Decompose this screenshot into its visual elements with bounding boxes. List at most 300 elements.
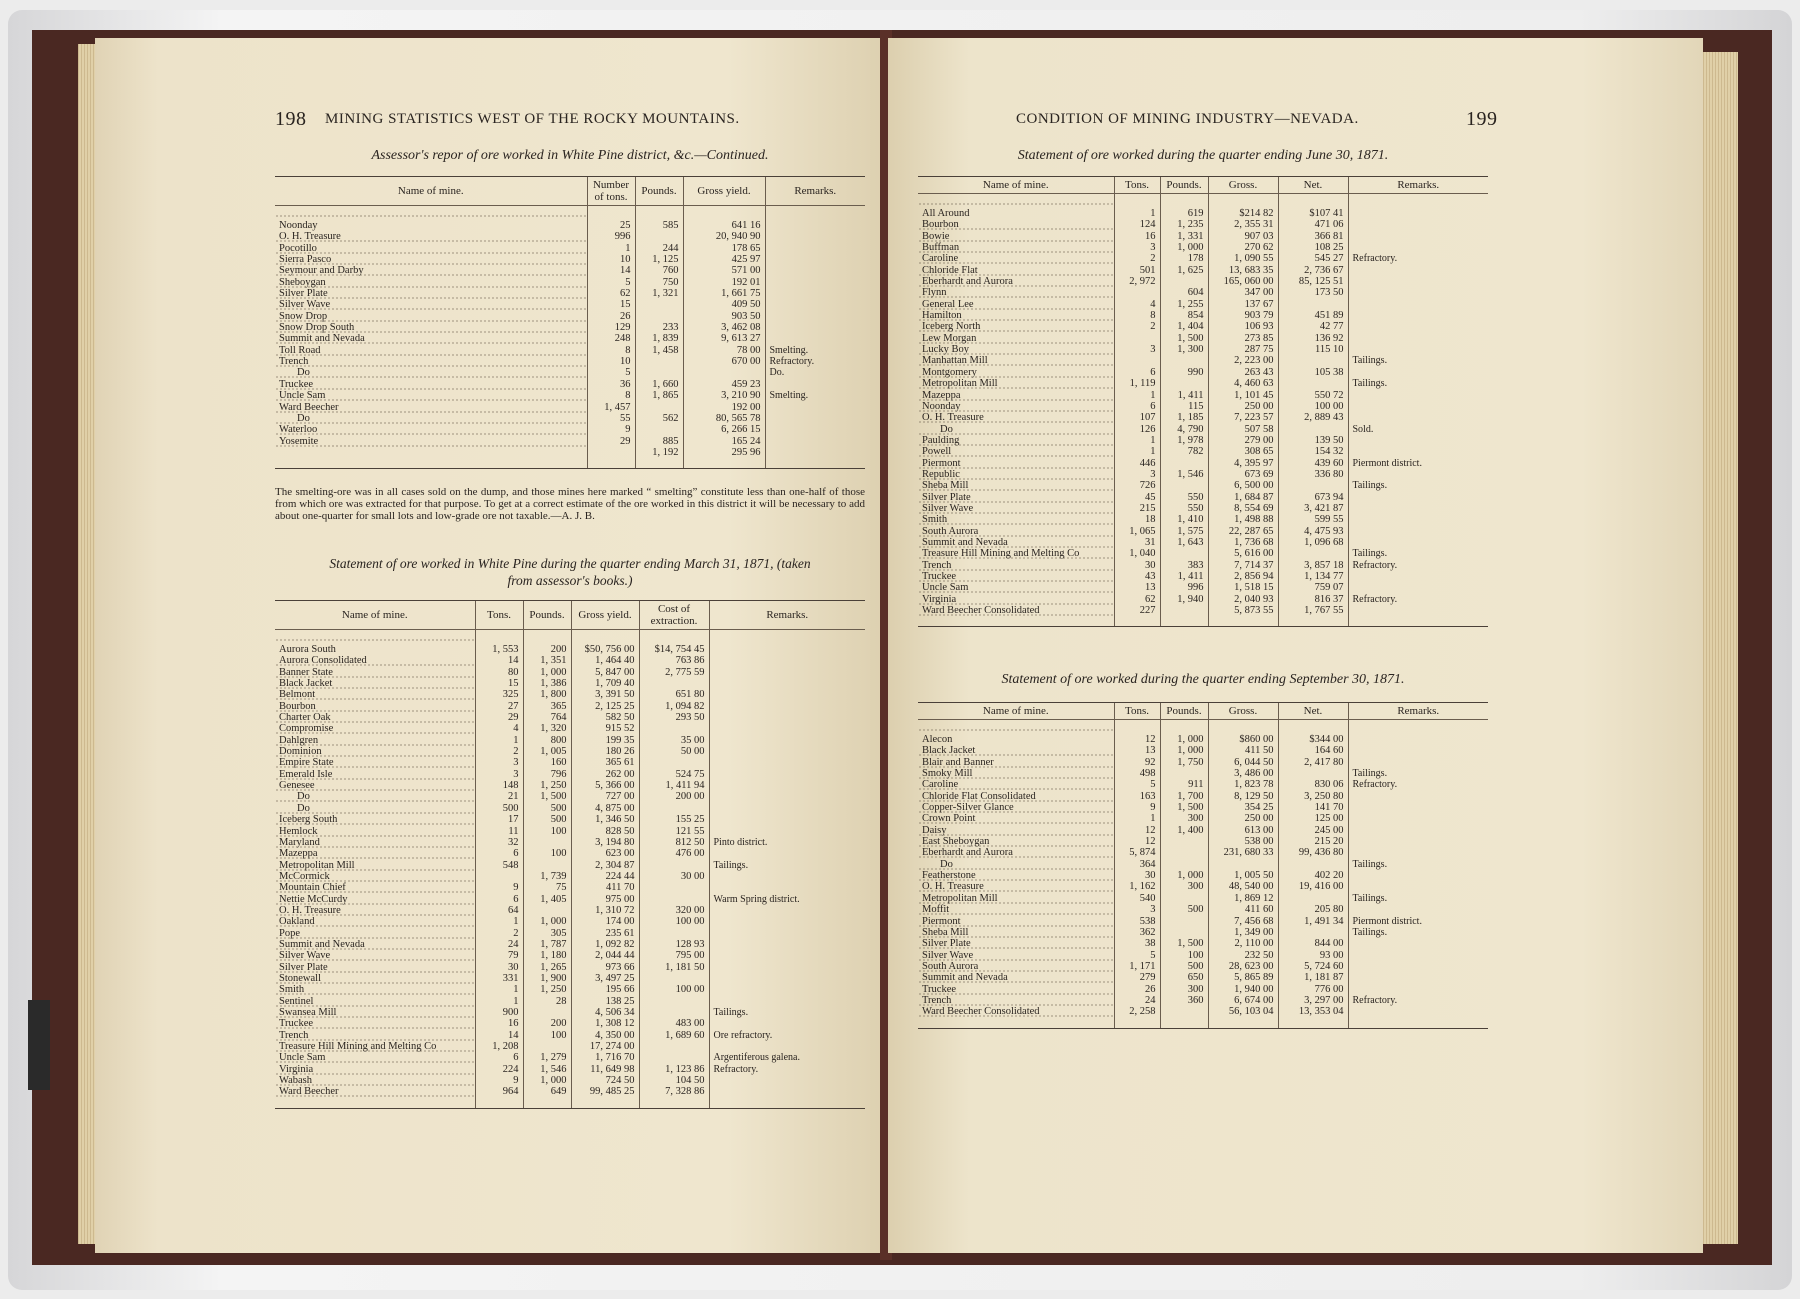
value-cell: 501 bbox=[1114, 265, 1160, 276]
value-cell: 43 bbox=[1114, 571, 1160, 582]
value-cell bbox=[1160, 480, 1208, 491]
value-cell: $14, 754 45 bbox=[639, 630, 709, 656]
value-cell: 6, 500 00 bbox=[1208, 480, 1278, 491]
value-cell: 362 bbox=[1114, 927, 1160, 938]
value-cell: 550 bbox=[1160, 492, 1208, 503]
column-header: Number of tons. bbox=[587, 177, 635, 206]
value-cell: 6, 266 15 bbox=[683, 424, 765, 435]
value-cell: 85, 125 51 bbox=[1278, 276, 1348, 287]
value-cell: 14 bbox=[475, 655, 523, 666]
value-cell: 231, 680 33 bbox=[1208, 847, 1278, 858]
remarks-cell bbox=[1348, 194, 1488, 220]
remarks-cell: Pinto district. bbox=[709, 837, 865, 848]
value-cell: 1, 736 68 bbox=[1208, 537, 1278, 548]
table-row bbox=[275, 882, 865, 893]
value-cell: 224 44 bbox=[571, 871, 639, 882]
value-cell: 5, 366 00 bbox=[571, 780, 639, 791]
remarks-cell bbox=[1348, 802, 1488, 813]
table-row bbox=[275, 769, 865, 780]
value-cell: 30 bbox=[475, 962, 523, 973]
value-cell: 1, 320 bbox=[523, 723, 571, 734]
table-row bbox=[275, 667, 865, 678]
value-cell: 451 89 bbox=[1278, 310, 1348, 321]
value-cell: 28, 623 00 bbox=[1208, 961, 1278, 972]
value-cell: 1, 181 50 bbox=[639, 962, 709, 973]
value-cell: 3, 421 87 bbox=[1278, 503, 1348, 514]
value-cell bbox=[635, 402, 683, 413]
remarks-cell: Tailings. bbox=[1348, 927, 1488, 938]
value-cell: 1, 000 bbox=[1160, 870, 1208, 881]
value-cell: 295 96 bbox=[683, 447, 765, 469]
value-cell bbox=[639, 1041, 709, 1052]
value-cell: 99, 485 25 bbox=[571, 1086, 639, 1108]
value-cell: 200 00 bbox=[639, 791, 709, 802]
column-header: Gross yield. bbox=[683, 177, 765, 206]
value-cell: 915 52 bbox=[571, 723, 639, 734]
remarks-cell bbox=[709, 769, 865, 780]
value-cell: 56, 103 04 bbox=[1208, 1006, 1278, 1028]
value-cell: $50, 756 00 bbox=[571, 630, 639, 656]
remarks-cell bbox=[1348, 446, 1488, 457]
mine-name-cell: Moffit bbox=[918, 904, 1114, 915]
mine-name-cell: Paulding bbox=[918, 435, 1114, 446]
value-cell: 1, 279 bbox=[523, 1052, 571, 1063]
mine-name-cell: Manhattan Mill bbox=[918, 355, 1114, 366]
value-cell: 500 bbox=[1160, 961, 1208, 972]
remarks-cell bbox=[1348, 745, 1488, 756]
mine-name-cell: Aurora Consolidated bbox=[275, 655, 475, 666]
remarks-cell bbox=[1348, 813, 1488, 824]
value-cell: 1, 250 bbox=[523, 780, 571, 791]
value-cell: 126 bbox=[1114, 424, 1160, 435]
table-row bbox=[918, 720, 1488, 746]
remarks-cell bbox=[709, 630, 865, 656]
value-cell: 128 93 bbox=[639, 939, 709, 950]
mine-name-cell: East Sheboygan bbox=[918, 836, 1114, 847]
value-cell: $860 00 bbox=[1208, 720, 1278, 746]
mine-name-cell: Treasure Hill Mining and Melting Co bbox=[275, 1041, 475, 1052]
value-cell: 92 bbox=[1114, 757, 1160, 768]
value-cell: 4 bbox=[1114, 299, 1160, 310]
value-cell: 10 bbox=[587, 356, 635, 367]
value-cell: 1, 171 bbox=[1114, 961, 1160, 972]
column-header: Remarks. bbox=[1348, 703, 1488, 720]
value-cell: 7, 714 37 bbox=[1208, 560, 1278, 571]
value-cell: 1, 940 bbox=[1160, 594, 1208, 605]
table-row bbox=[275, 1052, 865, 1063]
value-cell: 3 bbox=[475, 769, 523, 780]
remarks-cell bbox=[765, 299, 865, 310]
value-cell: 750 bbox=[635, 277, 683, 288]
mine-name-cell: Iceberg North bbox=[918, 321, 1114, 332]
value-cell: 1 bbox=[1114, 194, 1160, 220]
remarks-cell bbox=[709, 826, 865, 837]
table-row bbox=[275, 1018, 865, 1029]
remarks-cell bbox=[709, 814, 865, 825]
value-cell: 1, 787 bbox=[523, 939, 571, 950]
mine-name-cell: Dominion bbox=[275, 746, 475, 757]
table-row bbox=[275, 814, 865, 825]
value-cell: 7, 223 57 bbox=[1208, 412, 1278, 423]
remarks-cell bbox=[709, 712, 865, 723]
value-cell: 9 bbox=[1114, 802, 1160, 813]
value-cell: 139 50 bbox=[1278, 435, 1348, 446]
value-cell bbox=[1278, 768, 1348, 779]
value-cell bbox=[1160, 927, 1208, 938]
value-cell: 2, 304 87 bbox=[571, 860, 639, 871]
remarks-cell: Refractory. bbox=[709, 1064, 865, 1075]
remarks-cell: Tailings. bbox=[1348, 859, 1488, 870]
value-cell bbox=[1278, 548, 1348, 559]
value-cell: 1, 978 bbox=[1160, 435, 1208, 446]
table-row bbox=[918, 548, 1488, 559]
value-cell: 1, 405 bbox=[523, 894, 571, 905]
mine-name-cell: Lew Morgan bbox=[918, 333, 1114, 344]
remarks-cell bbox=[1348, 492, 1488, 503]
table-row bbox=[918, 847, 1488, 858]
value-cell: 1 bbox=[1114, 813, 1160, 824]
value-cell: 1, 134 77 bbox=[1278, 571, 1348, 582]
value-cell: 524 75 bbox=[639, 769, 709, 780]
table-row bbox=[918, 836, 1488, 847]
mine-name-cell: Charter Oak bbox=[275, 712, 475, 723]
remarks-cell: Tailings. bbox=[1348, 480, 1488, 491]
table-row bbox=[275, 630, 865, 656]
value-cell: $344 00 bbox=[1278, 720, 1348, 746]
value-cell: 28 bbox=[523, 996, 571, 1007]
mine-name-cell: Truckee bbox=[918, 571, 1114, 582]
value-cell: 6, 044 50 bbox=[1208, 757, 1278, 768]
value-cell: 5 bbox=[587, 277, 635, 288]
table-row bbox=[275, 871, 865, 882]
value-cell bbox=[1160, 916, 1208, 927]
value-cell: 129 bbox=[587, 322, 635, 333]
value-cell: 5, 616 00 bbox=[1208, 548, 1278, 559]
value-cell: 14 bbox=[587, 265, 635, 276]
value-cell: 8, 129 50 bbox=[1208, 791, 1278, 802]
value-cell: 5, 873 55 bbox=[1208, 605, 1278, 627]
table-row bbox=[275, 1086, 865, 1108]
mine-name-cell: Summit and Nevada bbox=[275, 333, 587, 344]
mine-name-cell: Waterloo bbox=[275, 424, 587, 435]
remarks-cell: Smelting. bbox=[765, 390, 865, 401]
mine-name-cell: Sheba Mill bbox=[918, 480, 1114, 491]
remarks-cell: Refractory. bbox=[1348, 995, 1488, 1006]
remarks-cell bbox=[1348, 435, 1488, 446]
mine-name-cell: Truckee bbox=[918, 984, 1114, 995]
table-row bbox=[275, 746, 865, 757]
value-cell: 3, 250 80 bbox=[1278, 791, 1348, 802]
table-row bbox=[275, 447, 865, 469]
table-row bbox=[918, 242, 1488, 253]
value-cell: 411 50 bbox=[1208, 745, 1278, 756]
mine-name-cell: Summit and Nevada bbox=[275, 939, 475, 950]
value-cell: 1, 000 bbox=[523, 1075, 571, 1086]
value-cell: 990 bbox=[1160, 367, 1208, 378]
remarks-cell bbox=[709, 678, 865, 689]
value-cell bbox=[639, 1052, 709, 1063]
mine-name-cell: Ward Beecher Consolidated bbox=[918, 1006, 1114, 1028]
value-cell: 27 bbox=[475, 701, 523, 712]
mine-name-cell: Mazeppa bbox=[275, 848, 475, 859]
value-cell: 830 06 bbox=[1278, 779, 1348, 790]
remarks-cell: Ore refractory. bbox=[709, 1030, 865, 1041]
value-cell: 500 bbox=[475, 803, 523, 814]
column-header: Gross. bbox=[1208, 703, 1278, 720]
table-row bbox=[275, 712, 865, 723]
table-row bbox=[918, 825, 1488, 836]
value-cell bbox=[1160, 847, 1208, 858]
value-cell: 107 bbox=[1114, 412, 1160, 423]
value-cell: 613 00 bbox=[1208, 825, 1278, 836]
table-row bbox=[275, 826, 865, 837]
mine-name-cell: Uncle Sam bbox=[275, 1052, 475, 1063]
remarks-cell: Refractory. bbox=[1348, 594, 1488, 605]
table-row bbox=[918, 916, 1488, 927]
value-cell bbox=[1114, 333, 1160, 344]
value-cell: 1, 500 bbox=[1160, 333, 1208, 344]
value-cell: 16 bbox=[1114, 231, 1160, 242]
value-cell: 55 bbox=[587, 413, 635, 424]
value-cell bbox=[683, 367, 765, 378]
mine-name-cell: Lucky Boy bbox=[918, 344, 1114, 355]
remarks-cell bbox=[765, 288, 865, 299]
ore-table-white-pine bbox=[275, 176, 865, 469]
mine-name-cell: Do bbox=[275, 791, 475, 802]
value-cell bbox=[1160, 378, 1208, 389]
mine-name-cell: Belmont bbox=[275, 689, 475, 700]
table-row bbox=[918, 560, 1488, 571]
value-cell: 305 bbox=[523, 928, 571, 939]
value-cell: 550 72 bbox=[1278, 390, 1348, 401]
column-header: Cost of extraction. bbox=[639, 601, 709, 630]
table-row bbox=[275, 424, 865, 435]
table-row bbox=[275, 723, 865, 734]
mine-name-cell: Banner State bbox=[275, 667, 475, 678]
value-cell: 483 00 bbox=[639, 1018, 709, 1029]
value-cell: 300 bbox=[1160, 984, 1208, 995]
mine-name-cell: Compromise bbox=[275, 723, 475, 734]
value-cell: 1, 411 bbox=[1160, 571, 1208, 582]
value-cell: 1 bbox=[587, 243, 635, 254]
mine-name-cell: Genesee bbox=[275, 780, 475, 791]
value-cell: 498 bbox=[1114, 768, 1160, 779]
value-cell: 1, 739 bbox=[523, 871, 571, 882]
remarks-cell: Warm Spring district. bbox=[709, 894, 865, 905]
mine-name-cell: Ward Beecher Consolidated bbox=[918, 605, 1114, 627]
column-header: Tons. bbox=[1114, 177, 1160, 194]
value-cell: 24 bbox=[1114, 995, 1160, 1006]
table-row bbox=[275, 206, 865, 232]
value-cell: 1, 123 86 bbox=[639, 1064, 709, 1075]
value-cell: 21 bbox=[475, 791, 523, 802]
value-cell: 17 bbox=[475, 814, 523, 825]
value-cell: 320 00 bbox=[639, 905, 709, 916]
table-row bbox=[275, 928, 865, 939]
table-row bbox=[275, 1007, 865, 1018]
value-cell: 115 10 bbox=[1278, 344, 1348, 355]
table-row bbox=[918, 390, 1488, 401]
value-cell: 964 bbox=[475, 1086, 523, 1108]
value-cell: 3, 391 50 bbox=[571, 689, 639, 700]
table-row bbox=[918, 310, 1488, 321]
value-cell: 1, 090 55 bbox=[1208, 253, 1278, 264]
remarks-cell bbox=[709, 950, 865, 961]
remarks-cell bbox=[709, 928, 865, 939]
value-cell bbox=[1278, 299, 1348, 310]
mine-name-cell bbox=[275, 447, 587, 469]
column-header: Tons. bbox=[1114, 703, 1160, 720]
value-cell: 62 bbox=[587, 288, 635, 299]
remarks-cell: Tailings. bbox=[709, 860, 865, 871]
value-cell bbox=[1160, 458, 1208, 469]
remarks-cell bbox=[1348, 870, 1488, 881]
table-row bbox=[918, 972, 1488, 983]
value-cell: 507 58 bbox=[1208, 424, 1278, 435]
value-cell: 1, 250 bbox=[523, 984, 571, 995]
remarks-cell bbox=[1348, 757, 1488, 768]
value-cell bbox=[475, 871, 523, 882]
value-cell: 10 bbox=[587, 254, 635, 265]
value-cell: 4, 790 bbox=[1160, 424, 1208, 435]
table-row bbox=[918, 904, 1488, 915]
value-cell: 1, 411 bbox=[1160, 390, 1208, 401]
value-cell: 100 bbox=[1160, 950, 1208, 961]
value-cell: 154 32 bbox=[1278, 446, 1348, 457]
mine-name-cell: Featherstone bbox=[918, 870, 1114, 881]
value-cell: 1, 660 bbox=[635, 379, 683, 390]
value-cell bbox=[639, 860, 709, 871]
value-cell: 11, 649 98 bbox=[571, 1064, 639, 1075]
value-cell: 903 79 bbox=[1208, 310, 1278, 321]
mine-name-cell: Silver Wave bbox=[918, 503, 1114, 514]
value-cell: 1, 865 bbox=[635, 390, 683, 401]
value-cell: 45 bbox=[1114, 492, 1160, 503]
value-cell: 273 85 bbox=[1208, 333, 1278, 344]
value-cell: 1, 500 bbox=[1160, 938, 1208, 949]
mine-name-cell: Silver Plate bbox=[918, 938, 1114, 949]
value-cell: 911 bbox=[1160, 779, 1208, 790]
value-cell: 232 50 bbox=[1208, 950, 1278, 961]
remarks-cell bbox=[765, 402, 865, 413]
value-cell bbox=[1278, 378, 1348, 389]
value-cell: 2, 223 00 bbox=[1208, 355, 1278, 366]
value-cell bbox=[1208, 859, 1278, 870]
value-cell: 250 00 bbox=[1208, 401, 1278, 412]
value-cell: 1, 546 bbox=[1160, 469, 1208, 480]
mine-name-cell: Metropolitan Mill bbox=[918, 378, 1114, 389]
remarks-cell bbox=[709, 803, 865, 814]
table-row bbox=[275, 254, 865, 265]
mine-name-cell: O. H. Treasure bbox=[275, 905, 475, 916]
table-row bbox=[918, 927, 1488, 938]
column-header: Remarks. bbox=[709, 601, 865, 630]
value-cell: 30 bbox=[1114, 870, 1160, 881]
value-cell: 165, 060 00 bbox=[1208, 276, 1278, 287]
mine-name-cell: Metropolitan Mill bbox=[275, 860, 475, 871]
table-row bbox=[275, 757, 865, 768]
value-cell: 1, 180 bbox=[523, 950, 571, 961]
mine-name-cell: Uncle Sam bbox=[918, 582, 1114, 593]
value-cell: 1, 331 bbox=[1160, 231, 1208, 242]
value-cell: 562 bbox=[635, 413, 683, 424]
value-cell bbox=[639, 894, 709, 905]
remarks-cell bbox=[1348, 825, 1488, 836]
value-cell: 476 00 bbox=[639, 848, 709, 859]
value-cell: 174 00 bbox=[571, 916, 639, 927]
remarks-cell: Piermont district. bbox=[1348, 916, 1488, 927]
value-cell: 795 00 bbox=[639, 950, 709, 961]
value-cell: 13 bbox=[1114, 745, 1160, 756]
value-cell: 99, 436 80 bbox=[1278, 847, 1348, 858]
mine-name-cell: Bourbon bbox=[275, 701, 475, 712]
remarks-cell bbox=[1348, 881, 1488, 892]
value-cell: 36 bbox=[587, 379, 635, 390]
table-row bbox=[918, 594, 1488, 605]
value-cell: 540 bbox=[1114, 893, 1160, 904]
remarks-cell bbox=[709, 667, 865, 678]
table-row bbox=[275, 916, 865, 927]
mine-name-cell: Nettie McCurdy bbox=[275, 894, 475, 905]
value-cell: 1, 000 bbox=[1160, 720, 1208, 746]
value-cell: 7, 328 86 bbox=[639, 1086, 709, 1108]
table-row bbox=[918, 605, 1488, 627]
remarks-cell: Refractory. bbox=[1348, 253, 1488, 264]
value-cell: 100 00 bbox=[639, 916, 709, 927]
remarks-cell bbox=[709, 1041, 865, 1052]
remarks-cell: Refractory. bbox=[1348, 779, 1488, 790]
value-cell: 80, 565 78 bbox=[683, 413, 765, 424]
value-cell: 29 bbox=[475, 712, 523, 723]
mine-name-cell: Flynn bbox=[918, 287, 1114, 298]
value-cell: 14 bbox=[475, 1030, 523, 1041]
table-row bbox=[918, 435, 1488, 446]
value-cell: 500 bbox=[523, 803, 571, 814]
mine-name-cell: Black Jacket bbox=[918, 745, 1114, 756]
value-cell: 1, 709 40 bbox=[571, 678, 639, 689]
remarks-cell bbox=[765, 333, 865, 344]
value-cell: 651 80 bbox=[639, 689, 709, 700]
table-row bbox=[918, 503, 1488, 514]
value-cell: 100 bbox=[523, 848, 571, 859]
mine-name-cell: Yosemite bbox=[275, 436, 587, 447]
remarks-cell bbox=[709, 780, 865, 791]
value-cell: 263 43 bbox=[1208, 367, 1278, 378]
value-cell: 4, 875 00 bbox=[571, 803, 639, 814]
table-row bbox=[275, 1041, 865, 1052]
value-cell: 1, 181 87 bbox=[1278, 972, 1348, 983]
remarks-cell bbox=[709, 791, 865, 802]
value-cell: 727 00 bbox=[571, 791, 639, 802]
mine-name-cell: Truckee bbox=[275, 379, 587, 390]
value-cell bbox=[635, 231, 683, 242]
value-cell: 1, 351 bbox=[523, 655, 571, 666]
value-cell: 224 bbox=[475, 1064, 523, 1075]
value-cell: 8 bbox=[1114, 310, 1160, 321]
table-row bbox=[918, 344, 1488, 355]
mine-name-cell: Pope bbox=[275, 928, 475, 939]
value-cell: 1, 346 50 bbox=[571, 814, 639, 825]
value-cell: 279 00 bbox=[1208, 435, 1278, 446]
value-cell: 1, 192 bbox=[635, 447, 683, 469]
mine-name-cell: Sierra Pasco bbox=[275, 254, 587, 265]
remarks-cell bbox=[709, 882, 865, 893]
mine-name-cell: Caroline bbox=[918, 779, 1114, 790]
mine-name-cell: Republic bbox=[918, 469, 1114, 480]
remarks-cell bbox=[709, 996, 865, 1007]
value-cell: 1, 092 82 bbox=[571, 939, 639, 950]
mine-name-cell: Silver Wave bbox=[275, 950, 475, 961]
